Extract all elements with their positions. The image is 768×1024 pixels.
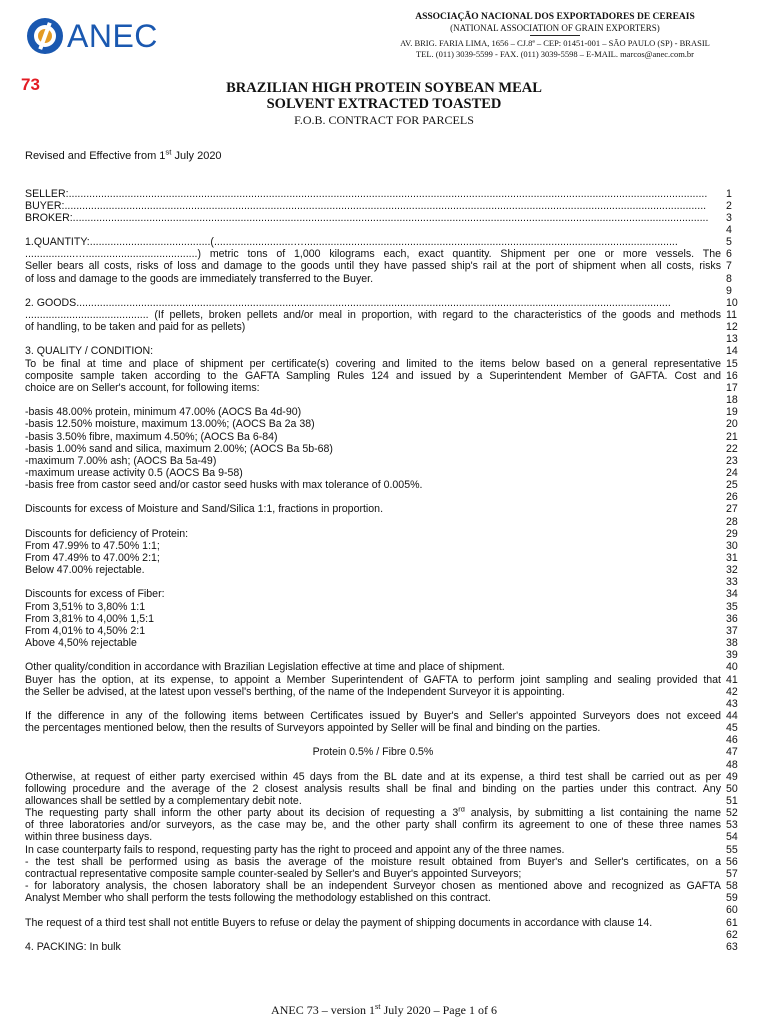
line-number: 16 (726, 369, 738, 382)
contract-line: To be final at time and place of shipment per certificate(s) covering and limited to the items below based on a general representative (25, 357, 721, 370)
contract-line: 1.QUANTITY:.........................................(...........................…............................................................................................................................... (25, 236, 678, 249)
line-number: 17 (726, 381, 738, 394)
contract-line: -maximum urease activity 0.5 (AOCS Ba 9-58) (25, 466, 243, 479)
contract-line (25, 904, 721, 916)
line-number: 63 (726, 940, 738, 953)
contract-line: SELLER:......................................................................................................................................................................................................................... (25, 187, 708, 200)
line-number: 12 (726, 321, 738, 334)
line-number: 21 (726, 430, 738, 443)
contract-line (25, 491, 721, 503)
revision-date: Revised and Effective from 1st July 2020 (25, 147, 222, 162)
contract-line: The request of a third test shall not entitle Buyers to refuse or delay the payment of shipping documents in accordance with clause 14. (25, 916, 653, 929)
contract-line: Below 47.00% rejectable. (25, 564, 145, 577)
contract-line: composite sample taken according to the GAFTA Sampling Rules 124 and issued by a Superintendent Member of GAFTA. Cost and (25, 369, 721, 382)
line-number: 5 (726, 236, 732, 249)
contract-line (25, 224, 721, 236)
contract-line: - the test shall be performed using as basis the average of the moisture result obtained from Buyer's and Seller's certificates, on a (25, 855, 721, 868)
contract-line (25, 285, 721, 297)
contract-line: Otherwise, at request of either party exercised within 45 days from the BL date and at its expense, a third test shall be carried out as per (25, 770, 721, 783)
contract-line: -maximum 7.00% ash; (AOCS Ba 5a-49) (25, 454, 217, 467)
contract-line: Discounts for excess of Moisture and Sand/Silica 1:1, fractions in proportion. (25, 503, 384, 516)
contract-line: Other quality/condition in accordance with Brazilian Legislation effective at time and place of shipment. (25, 661, 505, 674)
contract-line: BUYER:.......................................................................................................................................................................................................................... (25, 199, 707, 212)
line-number: 3 (726, 211, 732, 224)
contract-line: Protein 0.5% / Fibre 0.5% (312, 746, 434, 759)
line-number: 23 (726, 454, 738, 467)
contract-line: 4. PACKING: In bulk (25, 940, 121, 953)
line-number: 51 (726, 795, 738, 807)
org-name: ASSOCIAÇÃO NACIONAL DOS EXPORTADORES DE CEREAIS (415, 12, 695, 22)
contract-line: the Seller be advised, at the latest upon vessel's berthing, of the name of the Independent Surveyor it is appointing. (25, 685, 565, 698)
contract-line: -basis 12.50% moisture, maximum 13.00%; (AOCS Ba 2a 38) (25, 418, 315, 431)
line-number: 44 (726, 709, 738, 722)
contract-line: .................…......................................) metric tons of 1,000 kilograms each, exact quantity. Shipment per one or more vessels. The (25, 248, 721, 261)
line-number: 38 (726, 637, 738, 650)
line-number: 33 (726, 576, 738, 589)
contract-line: of handling, to be taken and paid for as pellets) (25, 321, 246, 334)
line-number: 1 (726, 187, 732, 200)
line-number: 61 (726, 916, 738, 929)
line-number: 35 (726, 600, 738, 613)
line-number: 42 (726, 685, 738, 698)
contract-line: Buyer has the option, at its expense, to appoint a Member Superintendent of GAFTA to perform joint sampling and sealing provided that (25, 673, 721, 686)
page-footer: ANEC 73 – version 1st July 2020 – Page 1 of 6 (271, 1002, 497, 1017)
line-number: 41 (726, 673, 738, 686)
line-number: 26 (726, 491, 738, 504)
line-number: 31 (726, 552, 738, 564)
line-number: 27 (726, 503, 738, 516)
line-number: 62 (726, 928, 738, 941)
contract-line: of three laboratories and/or surveyors, as the case may be, and the other party shall confirm its agreement to one of these three names (25, 819, 721, 832)
contract-line: Discounts for excess of Fiber: (25, 588, 165, 601)
anec-logo (27, 16, 162, 56)
line-number: 45 (726, 722, 738, 735)
contract-line: 2. GOODS.......................................................................................................................................................................................................... (25, 296, 671, 309)
line-number: 32 (726, 564, 738, 577)
line-number: 9 (726, 284, 732, 297)
line-number: 6 (726, 248, 732, 261)
contract-line: contractual representative composite sample counter-sealed by Seller's and Buyer's appointed Surveyors; (25, 867, 522, 880)
contract-line: Discounts for deficiency of Protein: (25, 527, 189, 540)
line-number: 34 (726, 588, 738, 601)
contract-line: - for laboratory analysis, the chosen laboratory shall be an independent Surveyor chosen as mentioned above and recognized as GAFTA (25, 880, 721, 893)
line-number: 52 (726, 807, 738, 820)
contract-line: of loss and damage to the goods are immediately transferred to the Buyer. (25, 272, 374, 285)
contract-line: From 3,51% to 3,80% 1:1 (25, 600, 146, 613)
line-number: 2 (726, 199, 732, 212)
line-number: 29 (726, 527, 738, 540)
contract-line (25, 698, 721, 710)
line-number: 46 (726, 734, 738, 747)
line-number: 59 (726, 892, 738, 905)
line-number: 53 (726, 819, 738, 832)
contract-title-line2: SOLVENT EXTRACTED TOASTED (266, 96, 502, 112)
contract-line: -basis 1.00% sand and silica, maximum 2.00%; (AOCS Ba 5b-68) (25, 442, 333, 455)
contract-line (25, 649, 721, 661)
contract-line (25, 734, 721, 746)
contract-line (25, 576, 721, 588)
contract-line (25, 759, 721, 771)
line-number: 36 (726, 612, 738, 625)
line-number: 10 (726, 296, 738, 309)
contract-line: From 3,81% to 4,00% 1,5:1 (25, 612, 154, 625)
line-number: 18 (726, 394, 738, 407)
contract-title-line1: BRAZILIAN HIGH PROTEIN SOYBEAN MEAL (226, 80, 542, 96)
line-number: 7 (726, 260, 732, 273)
line-number: 28 (726, 515, 738, 528)
contract-line: within three business days. (25, 831, 153, 844)
contract-line: Above 4,50% rejectable (25, 637, 137, 650)
line-number: 49 (726, 770, 738, 783)
contract-line: Analyst Member who shall perform the tests following the methodology established on this contract. (25, 892, 491, 905)
line-number: 47 (726, 746, 738, 759)
line-number: 24 (726, 466, 738, 479)
contract-line: In case counterparty fails to respond, requesting party has the right to proceed and appoint any of the three names. (25, 843, 565, 856)
contract-line: the percentages mentioned below, then the results of Surveyors appointed by Seller will be final and binding on the parties. (25, 722, 601, 735)
header-divider (530, 35, 580, 36)
org-contact: TEL. (011) 3039-5599 - FAX. (011) 3039-5598 – E-MAIL. marcos@anec.com.br (415, 49, 695, 59)
contract-line: -basis 48.00% protein, minimum 47.00% (AOCS Ba 4d-90) (25, 406, 302, 419)
contract-line: From 47.49% to 47.00% 2:1; (25, 552, 160, 564)
line-number: 8 (726, 272, 732, 285)
contract-line: choice are on Seller's account, for following items: (25, 381, 260, 394)
line-number: 30 (726, 539, 738, 552)
line-number: 55 (726, 843, 738, 856)
line-number: 48 (726, 758, 738, 771)
contract-line: 3. QUALITY / CONDITION: (25, 345, 154, 358)
line-number: 56 (726, 855, 738, 868)
line-number: 14 (726, 345, 738, 358)
line-number: 13 (726, 333, 738, 346)
contract-subtitle: F.O.B. CONTRACT FOR PARCELS (294, 113, 474, 127)
line-number: 60 (726, 904, 738, 917)
contract-line: Seller bears all costs, risks of loss and damage to the goods until they have passed ship's rail at the port of shipment when all costs, risks (25, 260, 721, 273)
contract-line (25, 516, 721, 528)
contract-line: From 47.99% to 47.50% 1:1; (25, 539, 160, 552)
organization-header (340, 12, 768, 60)
contract-line: From 4,01% to 4,50% 2:1 (25, 624, 146, 637)
org-address: AV. BRIG. FARIA LIMA, 1656 – CJ.8ª – CEP: 01451-001 – SÃO PAULO (SP) - BRASIL (400, 38, 710, 48)
contract-line: following procedure and the average of the 2 closest analysis results shall be final and binding on the parties under this contract. Any (25, 782, 721, 795)
line-number: 54 (726, 831, 738, 844)
line-number: 4 (726, 223, 732, 236)
line-number: 19 (726, 406, 738, 419)
contract-line: BROKER:........................................................................................................................................................................................................................ (25, 211, 709, 224)
line-number: 57 (726, 867, 738, 880)
logo-text: ANEC (67, 18, 158, 54)
anec-logo-icon (27, 18, 63, 54)
contract-line: -basis free from castor seed and/or castor seed husks with max tolerance of 0.005%. (25, 479, 423, 492)
contract-line (25, 333, 721, 345)
line-number: 15 (726, 357, 738, 370)
contract-line: .......................................... (If pellets, broken pellets and/or meal in proportion, with regard to the characteristics of the goods and methods (25, 309, 721, 321)
contract-line: The requesting party shall inform the other party about its decision of requesting a 3rd analysis, by submitting a list containing the name (25, 807, 721, 820)
contract-line (25, 394, 721, 406)
line-number: 39 (726, 649, 738, 662)
line-number: 40 (726, 661, 738, 674)
line-number: 37 (726, 624, 738, 637)
contract-number: 73 (21, 75, 40, 94)
line-number: 25 (726, 479, 738, 492)
contract-line: -basis 3.50% fibre, maximum 4.50%; (AOCS Ba 6-84) (25, 430, 278, 443)
contract-line: If the difference in any of the following items between Certificates issued by Buyer's and Seller's appointed Surveyors does not exceed (25, 709, 721, 722)
line-number: 20 (726, 418, 738, 431)
line-number: 22 (726, 442, 738, 455)
line-number: 11 (726, 309, 737, 321)
contract-line: allowances shall be settled by a complementary debit note. (25, 795, 302, 807)
org-name-english: (NATIONAL ASSOCIATION OF GRAIN EXPORTERS) (450, 23, 660, 33)
line-number: 58 (726, 880, 738, 893)
line-number: 50 (726, 782, 738, 795)
contract-line (25, 929, 721, 941)
line-number: 43 (726, 697, 738, 710)
